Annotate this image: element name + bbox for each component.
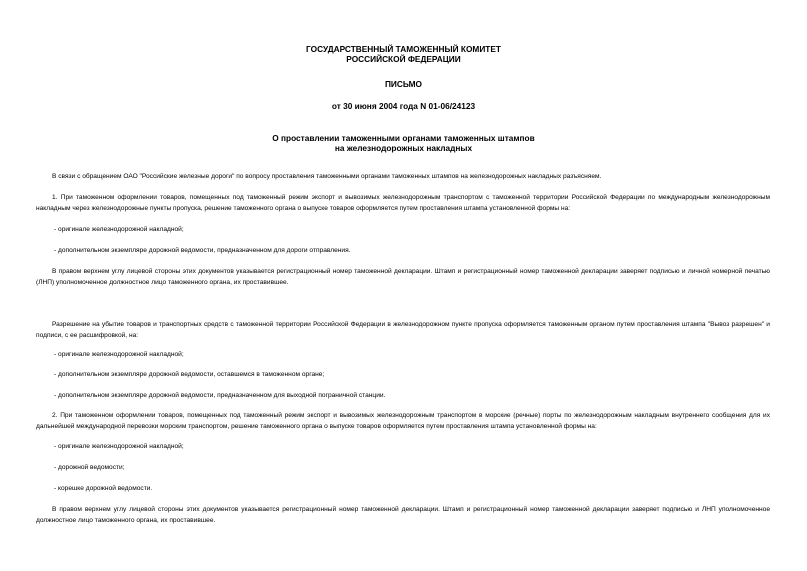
list-item: - дорожной ведомости; — [54, 464, 125, 471]
subject-line-1: О проставлении таможенными органами таможенных штампов — [272, 133, 535, 143]
paragraph-intro: В связи с обращением ОАО "Российские железные дороги" по вопросу проставления таможенными органами таможенных штампов на железнодорожных накладных разъясняем. — [52, 173, 602, 180]
list-item: - дополнительном экземпляре дорожной ведомости, оставшемся в таможенном органе; — [54, 371, 325, 378]
issuer-line-1: ГОСУДАРСТВЕННЫЙ ТАМОЖЕННЫЙ КОМИТЕТ — [306, 44, 501, 54]
list-item: - дополнительном экземпляре дорожной ведомости, предназначенном для выходной пограничной станции. — [54, 392, 386, 399]
paragraph-item-1: 1. При таможенном оформлении товаров, помещенных под таможенный режим экспорт и вывозимых железнодорожным транспортом с таможенной территории Российской Федерации по международным железнодорожным накладным через железнодорожные пункты пропуска, решение таможенного органа о выпуске товаров оформляется путем проставления штампа установленной формы на: — [36, 194, 770, 212]
list-item: - оригинале железнодорожной накладной; — [54, 443, 184, 450]
document-date-number: от 30 июня 2004 года N 01-06/24123 — [331, 101, 476, 111]
issuer-name — [0, 44, 807, 64]
subject-line-2: на железнодорожных накладных — [334, 143, 473, 153]
paragraph-item-2: 2. При таможенном оформлении товаров, помещенных под таможенный режим экспорт и вывозимых железнодорожным транспортом в морские (речные) порты по железнодорожным накладным внутреннего сообщения для их дальнейшей международной перевозки морским транспортом, решение таможенного органа о выпуске товаров оформляется путем проставления штампа установленной формы на: — [36, 412, 770, 430]
paragraph-registration: В правом верхнем углу лицевой стороны этих документов указывается регистрационный номер таможенной декларации. Штамп и регистрационный номер таможенной декларации заверяет подписью и личной номерной печатью (ЛНП) уполномоченное должностное лицо таможенного органа, их проставившее. — [36, 268, 770, 286]
list-item: - корешке дорожной ведомости. — [54, 485, 153, 492]
list-item: - дополнительном экземпляре дорожной ведомости, предназначенном для дороги отправления. — [54, 247, 351, 254]
paragraph-departure-permission: Разрешение на убытие товаров и транспортных средств с таможенной территории Российской Федерации в железнодорожном пункте пропуска оформляется таможенным органом путем проставления штампа "Вывоз разрешен" и подписи, с ее расшифровкой, на: — [36, 321, 770, 339]
list-item: - оригинале железнодорожной накладной; — [54, 226, 184, 233]
issuer-line-2: РОССИЙСКОЙ ФЕДЕРАЦИИ — [346, 54, 461, 64]
document-type: ПИСЬМО — [384, 79, 423, 89]
paragraph-registration-2: В правом верхнем углу лицевой стороны этих документов указывается регистрационный номер таможенной декларации. Штамп и регистрационный номер таможенной декларации заверяет подписью и ЛНП уполномоченное должностное лицо таможенного органа, их проставившее. — [36, 506, 770, 524]
list-item: - оригинале железнодорожной накладной; — [54, 351, 184, 358]
document-subject — [0, 133, 807, 153]
